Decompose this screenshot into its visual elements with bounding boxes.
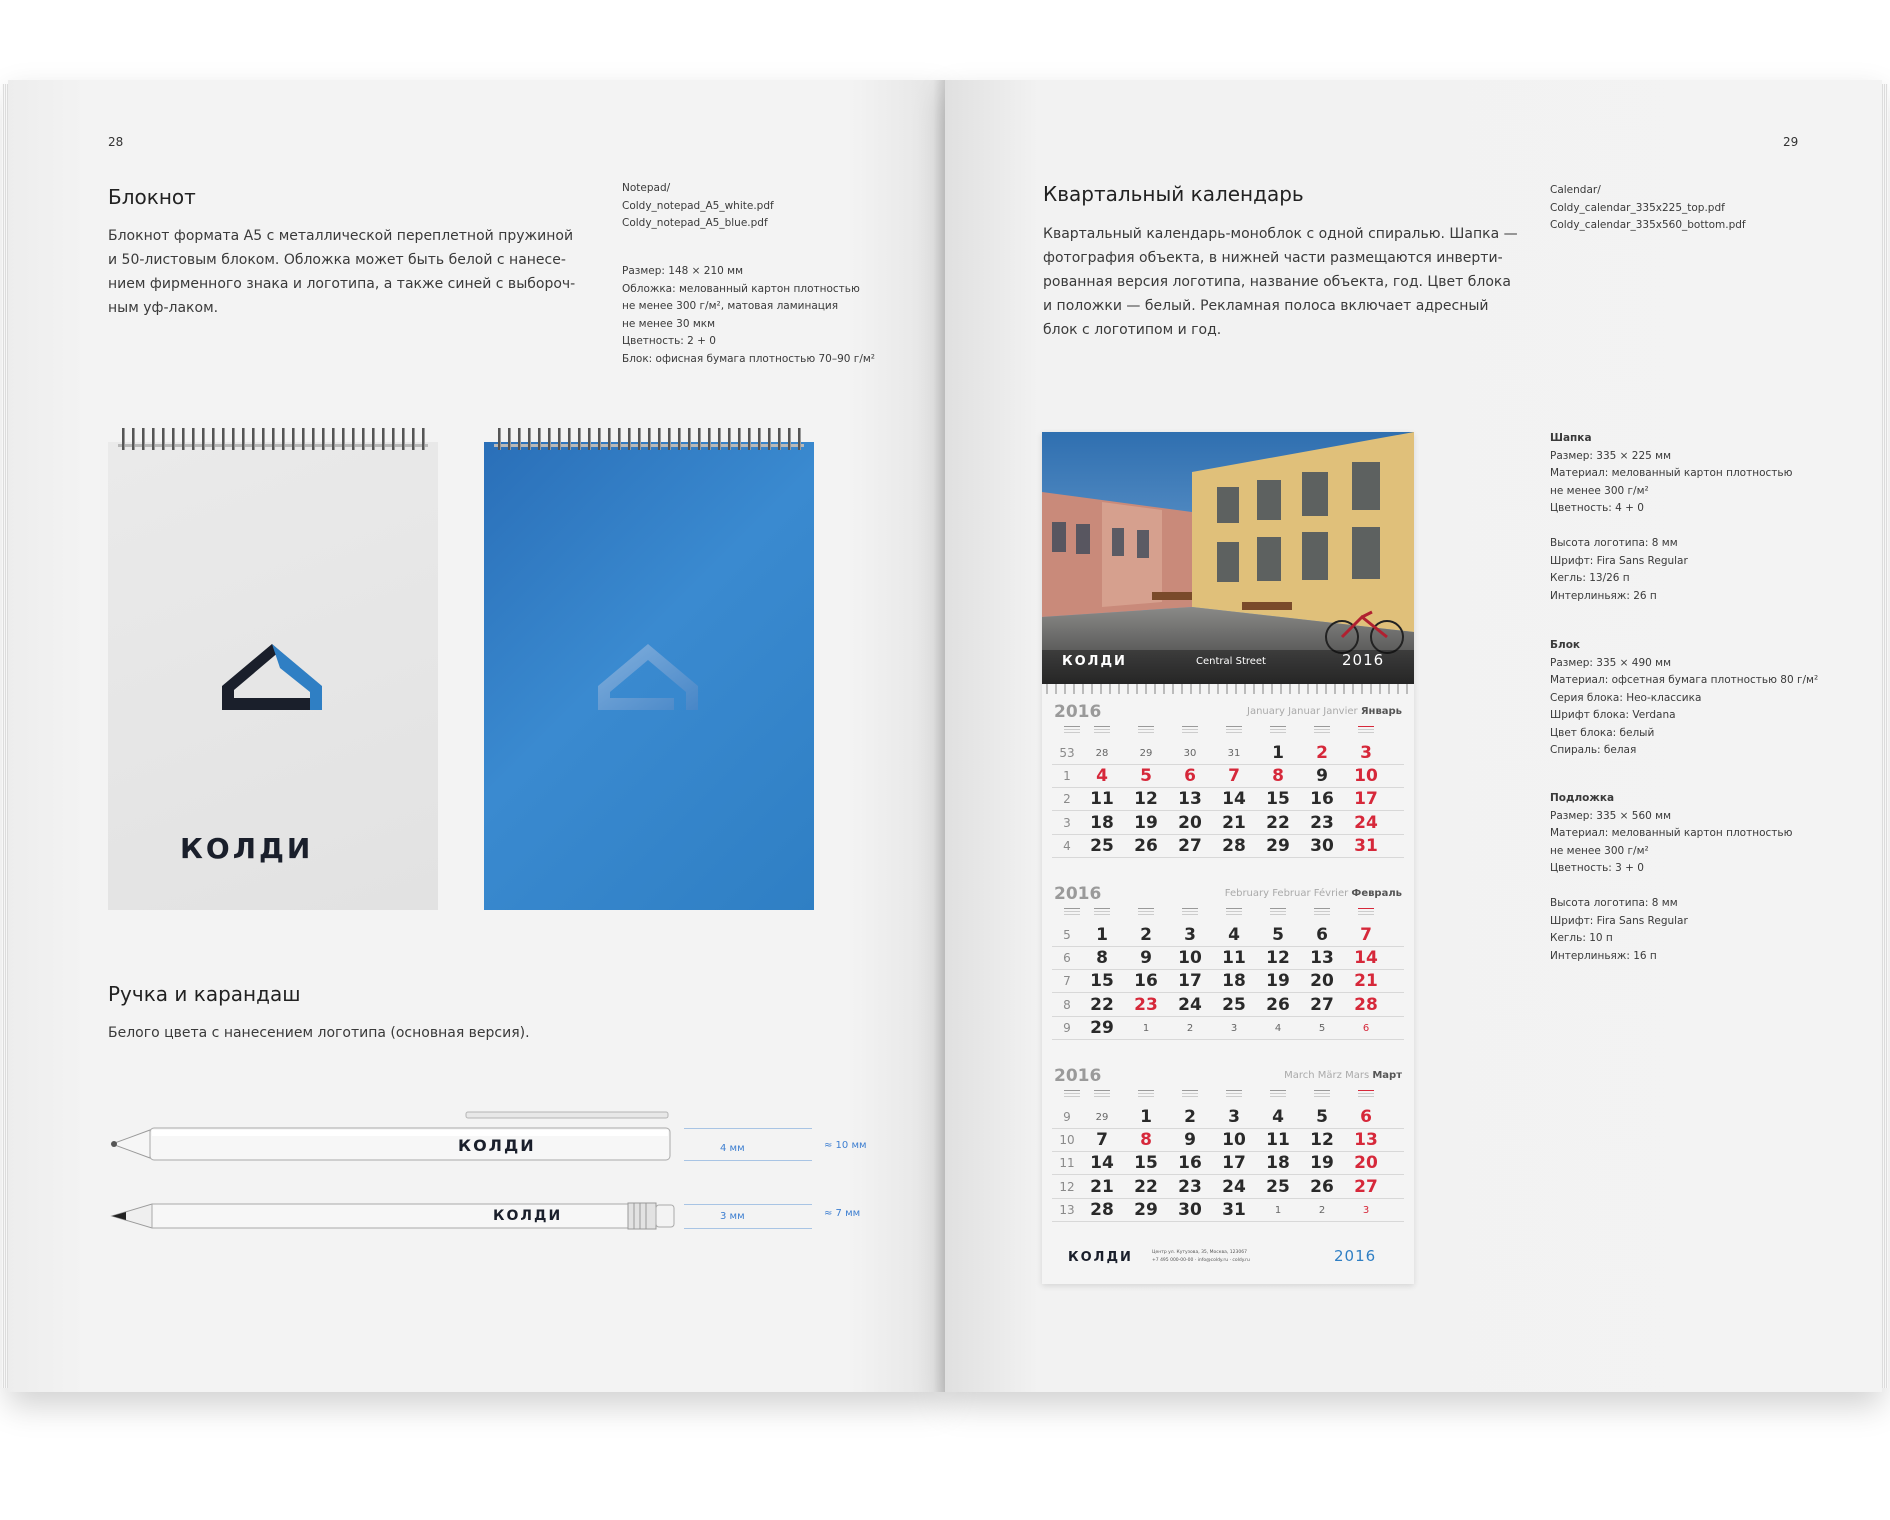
spec-heading: Шапка [1550,432,1592,444]
calendar-day: 22 [1090,994,1114,1015]
calendar-day: 1 [1272,743,1284,763]
calendar-week-row [1052,1106,1404,1129]
file-folder: Calendar/ [1550,184,1601,196]
month-names-foreign: February Februar Février [1224,888,1352,899]
section-title-pen: Ручка и карандаш [108,982,301,1006]
calendar-day: 18 [1266,1153,1290,1174]
calendar-day: 28 [1095,748,1109,759]
pen-illustration [108,1110,688,1170]
calendar-day: 14 [1090,1153,1114,1174]
calendar-day: 23 [1178,1176,1202,1197]
house-logo-icon [220,642,324,712]
calendar-day: 9 [1184,1130,1196,1151]
weekday-header [1052,724,1082,738]
calendar-day: 22 [1266,812,1290,833]
calendar-day: 6 [1362,1022,1370,1034]
calendar-day: 17 [1178,971,1202,992]
calendar-week-row [1052,765,1404,788]
file-name: Coldy_notepad_A5_white.pdf [622,199,774,212]
calendar-day: 3 [1184,925,1196,945]
spec-line: не менее 300 г/м² [1550,844,1649,857]
calendar-week-row [1052,742,1404,765]
month-names-foreign: January Januar Janvier [1247,706,1361,717]
weekday-header [1082,906,1122,920]
weekday-header [1126,906,1166,920]
calendar-day: 6 [1360,1107,1372,1127]
calendar-week-row [1052,924,1404,947]
spiral [118,428,428,450]
spec-line: Размер: 148 × 210 мм [622,265,744,277]
calendar-week-row [1052,1017,1404,1040]
footer-contacts: +7 495 000-00-00 · info@coldy.ru · coldy.ru [1152,1258,1250,1263]
calendar-day: 30 [1310,835,1334,856]
calendar-week-row [1052,970,1404,993]
calendar-day: 29 [1095,1112,1109,1123]
spec-line: Интерлиньяж: 26 п [1550,589,1657,602]
calendar-day: 11 [1090,789,1114,810]
weekday-header [1214,1088,1254,1102]
weekday-header [1170,906,1210,920]
calendar-day: 7 [1228,766,1240,787]
calendar-week-row [1052,1129,1404,1152]
section-title-notepad: Блокнот [108,185,196,209]
calendar-day: 28 [1222,835,1246,856]
pen-logotype: КОЛДИ [458,1136,536,1155]
calendar-day: 20 [1310,971,1334,992]
calendar-day: 24 [1222,1176,1246,1197]
calendar-day: 16 [1178,1153,1202,1174]
spec-line: Спираль: белая [1550,744,1637,756]
spec-line: Интерлиньяж: 16 п [1550,949,1657,962]
calendar-day: 20 [1178,812,1202,833]
calendar-day: 1 [1142,1022,1150,1034]
spec-line: Кегль: 13/26 п [1550,572,1630,584]
calendar-day: 4 [1096,766,1108,787]
spec-line: Шрифт: Fira Sans Regular [1550,554,1688,567]
calendar-day: 30 [1183,748,1197,759]
weekday-header [1258,724,1298,738]
calendar-day: 30 [1178,1199,1202,1220]
calendar-day: 11 [1222,948,1246,969]
calendar-day: 10 [1354,766,1378,787]
pencil-illustration [108,1196,688,1236]
spec-line: не менее 30 мкм [622,317,716,330]
calendar-day: 10 [1178,948,1202,969]
white-notepad [108,442,438,910]
calendar-day: 21 [1090,1176,1114,1197]
calendar-day: 4 [1272,1107,1284,1127]
spec-line: Блок: офисная бумага плотностью 70–90 г/м² [622,352,875,365]
spec-line: Высота логотипа: 8 мм [1550,537,1678,549]
calendar-day: 18 [1222,971,1246,992]
weekday-header [1346,724,1386,738]
month-year-label: 2016 [1054,884,1102,904]
calendar-day: 15 [1134,1153,1158,1174]
week-number: 6 [1063,951,1071,966]
dimension-line [684,1128,812,1129]
weekday-header [1082,724,1122,738]
spec-group-header [1550,430,1840,605]
weekday-header [1052,906,1082,920]
page-edges [2,84,8,1388]
weekday-header [1302,906,1342,920]
calendar-day: 24 [1354,812,1378,833]
calendar-day: 24 [1178,994,1202,1015]
calendar-day: 2 [1184,1107,1196,1127]
spec-line: Шрифт блока: Verdana [1550,709,1676,721]
month-name-label [1247,706,1402,717]
page-number: 28 [108,135,124,149]
calendar-day: 1 [1140,1107,1152,1127]
spec-line: Цветность: 2 + 0 [622,335,716,347]
calendar-day: 19 [1310,1153,1334,1174]
notepad-description: Блокнот формата А5 с металлической переплетной пружиной и 50-листовым блоком. Обложка может быть белой с нанесе-нием фирменного знака и логотипа, а также синей с выбороч-ным уф-лаком. [108,228,576,316]
calendar-files [1550,182,1830,235]
weekday-header [1346,1088,1386,1102]
month-year-label: 2016 [1054,702,1102,722]
calendar-day: 4 [1274,1022,1282,1034]
spec-line: Высота логотипа: 8 мм [1550,897,1678,909]
calendar-day: 2 [1140,925,1152,945]
calendar-day: 27 [1178,835,1202,856]
header-year: 2016 [1342,651,1385,669]
calendar-day: 15 [1090,971,1114,992]
calendar-spiral [1042,684,1414,694]
dimension-line [684,1204,812,1205]
spiral [494,428,804,450]
calendar-day: 9 [1316,766,1328,787]
pen-outer-dimension: ≈ 10 мм [824,1140,867,1151]
calendar-day: 27 [1354,1176,1378,1197]
week-number: 1 [1063,769,1071,784]
file-name: Coldy_calendar_335x225_top.pdf [1550,201,1725,214]
calendar-day: 6 [1316,925,1328,945]
spec-heading: Подложка [1550,792,1615,804]
footer-year: 2016 [1334,1247,1377,1265]
calendar-day: 17 [1222,1153,1246,1174]
pen-description: Белого цвета с нанесением логотипа (основная версия). [108,1025,530,1041]
calendar-week-row [1052,994,1404,1017]
week-number: 3 [1063,815,1071,830]
footer-address-block [1152,1249,1262,1265]
week-number: 2 [1063,792,1071,807]
pencil-inner-dimension: 3 мм [720,1211,745,1222]
calendar-day: 12 [1310,1130,1334,1151]
calendar-day: 2 [1316,743,1328,763]
spec-group-backing [1550,790,1840,965]
pencil-logotype: КОЛДИ [493,1208,563,1224]
weekday-header [1302,1088,1342,1102]
calendar-day: 1 [1096,925,1108,945]
dimension-line [684,1228,812,1229]
calendar-week-row [1052,1199,1404,1222]
calendar-day: 29 [1266,835,1290,856]
notepad-logotype: КОЛДИ [180,832,314,865]
calendar-day: 3 [1230,1022,1238,1034]
calendar-day: 18 [1090,812,1114,833]
calendar-week-row [1052,788,1404,811]
calendar-day: 29 [1090,1017,1114,1038]
week-number: 5 [1063,928,1071,942]
dimension-line [684,1160,812,1161]
calendar-day: 25 [1266,1176,1290,1197]
week-number: 10 [1059,1133,1075,1148]
calendar-day: 13 [1310,948,1334,969]
weekday-header [1170,1088,1210,1102]
calendar-day: 26 [1266,994,1290,1015]
weekday-header [1302,724,1342,738]
calendar-day: 16 [1134,971,1158,992]
header-logotype: КОЛДИ [1062,654,1127,669]
notepad-files [622,180,882,233]
calendar-day: 10 [1222,1130,1246,1151]
pen-inner-dimension: 4 мм [720,1143,745,1154]
spec-line: не менее 300 г/м² [1550,484,1649,497]
week-number: 4 [1063,838,1071,853]
file-name: Coldy_calendar_335x560_bottom.pdf [1550,219,1746,231]
spec-line: не менее 300 г/м², матовая ламинация [622,300,839,312]
calendar-day: 9 [1140,948,1152,969]
calendar-day: 2 [1186,1022,1194,1034]
calendar-day: 31 [1222,1199,1246,1220]
calendar-description: Квартальный календарь-моноблок с одной спиралью. Шапка — фотография объекта, в нижней части размещаются инверти-рованная версия логотипа, название объекта, год. Цвет блока и положки — белый. Рекламная полоса включает адресный блок с логотипом и год. [1043,226,1518,338]
pencil-outer-dimension: ≈ 7 мм [824,1208,861,1219]
calendar-day: 6 [1184,766,1196,787]
calendar-day: 21 [1354,971,1378,992]
week-number: 9 [1063,1020,1071,1035]
calendar-day: 14 [1354,948,1378,969]
house-logo-icon [596,642,700,712]
week-number: 12 [1059,1179,1075,1194]
weekday-header [1126,724,1166,738]
calendar-day: 12 [1266,948,1290,969]
calendar-day: 23 [1310,812,1334,833]
calendar-day: 28 [1354,994,1378,1015]
calendar-week-row [1052,1152,1404,1175]
page-number: 29 [1783,135,1799,149]
weekday-header [1346,906,1386,920]
weekday-header [1258,1088,1298,1102]
brochure-spread [8,80,1882,1392]
week-number: 9 [1063,1110,1071,1124]
spec-line: Размер: 335 × 560 мм [1550,809,1672,822]
month-name-ru: Февраль [1351,888,1402,899]
section-title-calendar: Квартальный календарь [1043,182,1304,206]
weekday-header [1126,1088,1166,1102]
calendar-day: 31 [1227,748,1241,759]
week-number: 13 [1059,1202,1075,1217]
calendar-day: 8 [1096,948,1108,969]
calendar-week-row [1052,947,1404,970]
spec-line: Серия блока: Нео-классика [1550,691,1702,704]
spec-line: Цветность: 3 + 0 [1550,862,1644,874]
calendar-day: 20 [1354,1153,1378,1174]
calendar-week-row [1052,835,1404,858]
spec-line: Материал: офсетная бумага плотностью 80 г/м² [1550,674,1819,686]
calendar-day: 21 [1222,812,1246,833]
month-year-label: 2016 [1054,1066,1102,1086]
calendar-day: 27 [1310,994,1334,1015]
calendar-day: 28 [1090,1199,1114,1220]
header-caption: Central Street [1196,656,1266,667]
calendar-day: 5 [1272,925,1284,945]
calendar-day: 17 [1354,789,1378,810]
calendar-day: 31 [1354,835,1378,856]
calendar-day: 29 [1134,1199,1158,1220]
calendar-day: 16 [1310,789,1334,810]
calendar-day: 26 [1134,835,1158,856]
week-number: 8 [1063,997,1071,1012]
week-number: 7 [1063,974,1071,989]
calendar-day: 5 [1316,1107,1328,1127]
calendar-week-row [1052,1176,1404,1199]
calendar-day: 5 [1318,1022,1326,1034]
calendar-day: 29 [1139,748,1153,759]
page-edges [1882,84,1888,1388]
calendar-day: 26 [1310,1176,1334,1197]
calendar-day: 8 [1140,1130,1152,1151]
spec-line: Размер: 335 × 490 мм [1550,656,1672,669]
calendar-day: 19 [1266,971,1290,992]
file-name: Coldy_notepad_A5_blue.pdf [622,217,768,229]
quarterly-calendar [1042,432,1414,1284]
calendar-day: 13 [1354,1130,1378,1151]
calendar-day: 1 [1274,1204,1282,1216]
spec-line: Материал: мелованный картон плотностью [1550,467,1793,479]
month-name-label [1284,1070,1402,1081]
month-name-ru: Январь [1360,706,1402,717]
spec-line: Цвет блока: белый [1550,726,1655,739]
calendar-day: 14 [1222,789,1246,810]
weekday-header [1214,724,1254,738]
calendar-day: 8 [1272,766,1284,787]
right-page [945,80,1882,1392]
calendar-day: 13 [1178,789,1202,810]
weekday-header [1082,1088,1122,1102]
calendar-day: 22 [1134,1176,1158,1197]
street-photo [1042,432,1414,684]
left-page [8,80,945,1392]
weekday-header-row [1052,1088,1404,1102]
spec-line: Размер: 335 × 225 мм [1550,449,1672,462]
file-folder: Notepad/ [622,182,671,194]
spec-spacer [1550,518,1840,536]
calendar-week-row [1052,812,1404,835]
calendar-day: 3 [1362,1204,1370,1216]
month-name-ru: Март [1372,1070,1402,1081]
calendar-day: 12 [1134,789,1158,810]
calendar-day: 19 [1134,812,1158,833]
weekday-header-row [1052,724,1404,738]
calendar-day: 25 [1222,994,1246,1015]
week-number: 11 [1059,1156,1075,1171]
calendar-day: 4 [1228,925,1240,945]
calendar-day: 2 [1318,1204,1326,1216]
spec-line: Обложка: мелованный картон плотностью [622,282,860,295]
calendar-day: 11 [1266,1130,1290,1151]
weekday-header [1258,906,1298,920]
notepad-specs [622,263,882,368]
spec-line: Цветность: 4 + 0 [1550,502,1644,514]
spec-line: Кегль: 10 п [1550,932,1613,944]
calendar-day: 3 [1228,1107,1240,1127]
calendar-header-photo [1042,432,1414,684]
weekday-header [1214,906,1254,920]
calendar-day: 7 [1360,925,1372,945]
weekday-header [1052,1088,1082,1102]
weekday-header [1170,724,1210,738]
calendar-day: 15 [1266,789,1290,810]
calendar-day: 25 [1090,835,1114,856]
spec-line: Материал: мелованный картон плотностью [1550,827,1793,839]
footer-logotype: КОЛДИ [1068,1250,1133,1265]
weekday-header-row [1052,906,1404,920]
spec-heading: Блок [1550,639,1581,651]
month-names-foreign: March März Mars [1284,1070,1373,1081]
calendar-day: 23 [1134,994,1158,1015]
calendar-day: 5 [1140,766,1152,787]
month-name-label [1225,888,1402,899]
spec-group-block [1550,637,1850,760]
calendar-day: 7 [1096,1130,1108,1151]
calendar-day: 3 [1360,743,1372,763]
blue-notepad [484,442,814,910]
spec-line: Шрифт: Fira Sans Regular [1550,914,1688,927]
spec-spacer [1550,878,1840,896]
footer-address: Центр ул. Кутузова, 35, Москва, 123067 [1152,1250,1247,1255]
week-number: 53 [1059,746,1075,760]
